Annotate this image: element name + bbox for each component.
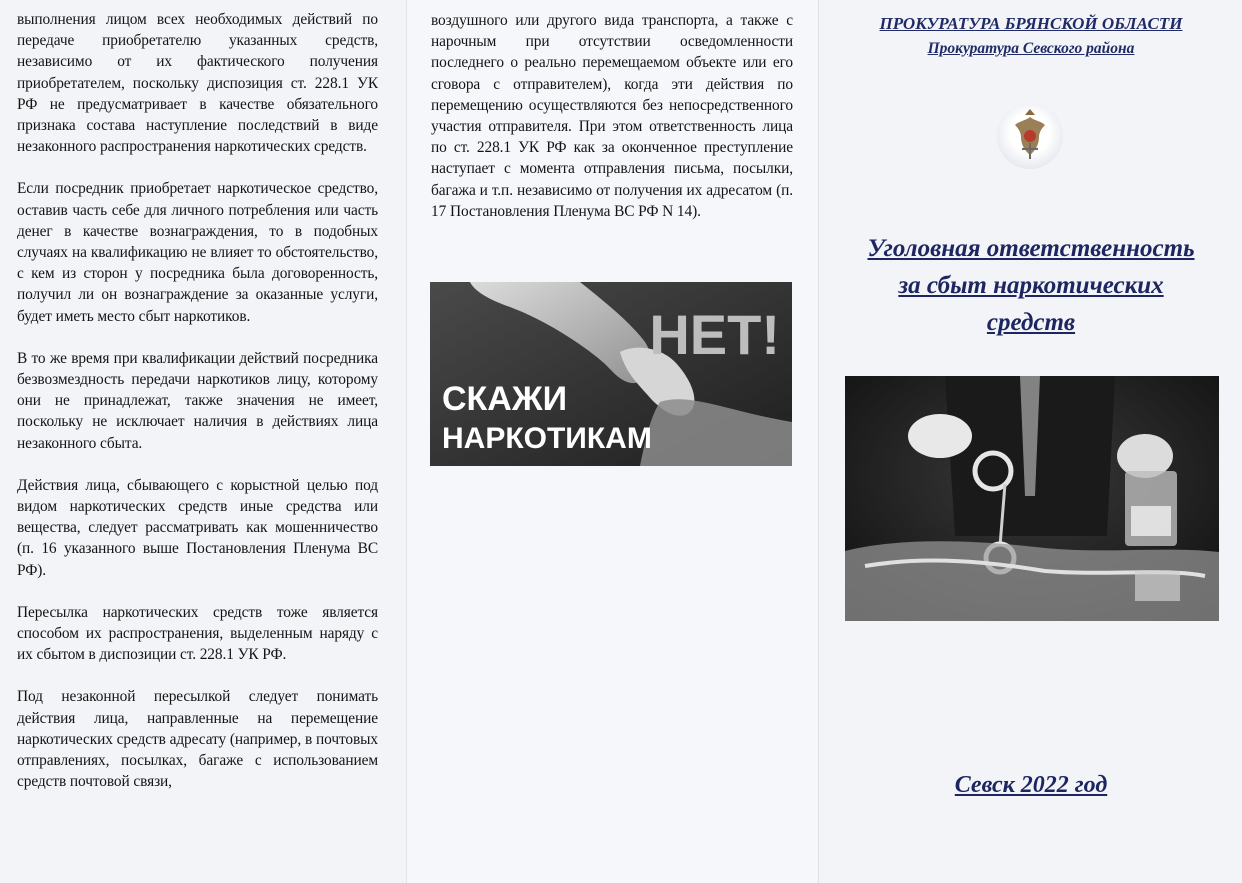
brochure-title: [819, 230, 1242, 341]
say-no-to-drugs-poster: [430, 282, 792, 466]
title-line-1: Уголовная ответственность: [867, 235, 1195, 262]
district-office-subtitle: Прокуратура Севского района: [927, 40, 1135, 57]
prosecutor-emblem-icon: [997, 103, 1063, 169]
poster-say-text: СКАЖИ: [442, 380, 568, 418]
poster-graphic: [430, 282, 792, 466]
left-paragraph-4: Действия лица, сбывающего с корыстной целью под видом наркотических средств иные средства или вещества, следует рассматривать как мошенничество (п. 16 указанного выше Постановления Пленума ВС РФ).: [17, 476, 378, 579]
prosecutor-office-title: ПРОКУРАТУРА БРЯНСКОЙ ОБЛАСТИ: [879, 14, 1183, 33]
left-paragraph-1: выполнения лицом всех необходимых действий по передаче приобретателю указанных средств, независимо от их фактического получения приобретателем, поскольку диспозиция ст. 228.1 УК РФ не предусматривает в качестве обязательного признака состава наступление последствий в виде незаконного распространения наркотических средств.: [17, 11, 378, 156]
handcuffs-photo-graphic: [845, 376, 1219, 621]
left-panel: [0, 0, 406, 883]
title-line-3: средств: [986, 309, 1076, 336]
poster-no-text: НЕТ!: [649, 303, 780, 366]
left-paragraph-5: Пересылка наркотических средств тоже является способом их распространения, выделенным наряду с их сбытом в диспозиции ст. 228.1 УК РФ.: [17, 603, 378, 664]
left-paragraph-2: Если посредник приобретает наркотическое средство, оставив часть себе для личного потребления или часть денег в качестве вознаграждения, то в подобных случаях на квалификацию не влияет то обстоятельство, с кем из сторон у посредника была договоренность, получил ли он вознаграждение за оказанные услуги, будет иметь место сбыт наркотиков.: [17, 180, 378, 325]
poster-drugs-text: НАРКОТИКАМ: [442, 422, 652, 455]
footer-place-year: Севск 2022 год: [954, 772, 1108, 798]
left-paragraph-3: В то же время при квалификации действий посредника безвозмездность передачи наркотиков лицу, которому они не принадлежат, также значения не имеет, поскольку не исключает наличия в действиях лица незаконного сбыта.: [17, 349, 378, 452]
handcuffs-photo: [845, 376, 1219, 621]
left-paragraph-6: Под незаконной пересылкой следует понимать действия лица, направленные на перемещение наркотических средств адресату (например, в почтовых отправлениях, посылках, багаже с использованием средств почтовой связи,: [17, 688, 378, 791]
cover-panel: [818, 0, 1242, 883]
middle-paragraph: воздушного или другого вида транспорта, а также с нарочным при отсутствии осведомленности последнего о реально перемещаемом объекте или его сговора с отправителем), когда эти действия по перемещению осуществляются без непосредственного участия отправителя. При этом ответственность лица по ст. 228.1 УК РФ как за оконченное преступление наступает с момента отправления письма, посылки, багажа и т.п. независимо от получения их адресатом (п. 17 Постановления Пленума ВС РФ N 14).: [431, 12, 793, 220]
middle-panel: [406, 0, 818, 883]
title-line-2: за сбыт наркотических: [898, 272, 1164, 299]
